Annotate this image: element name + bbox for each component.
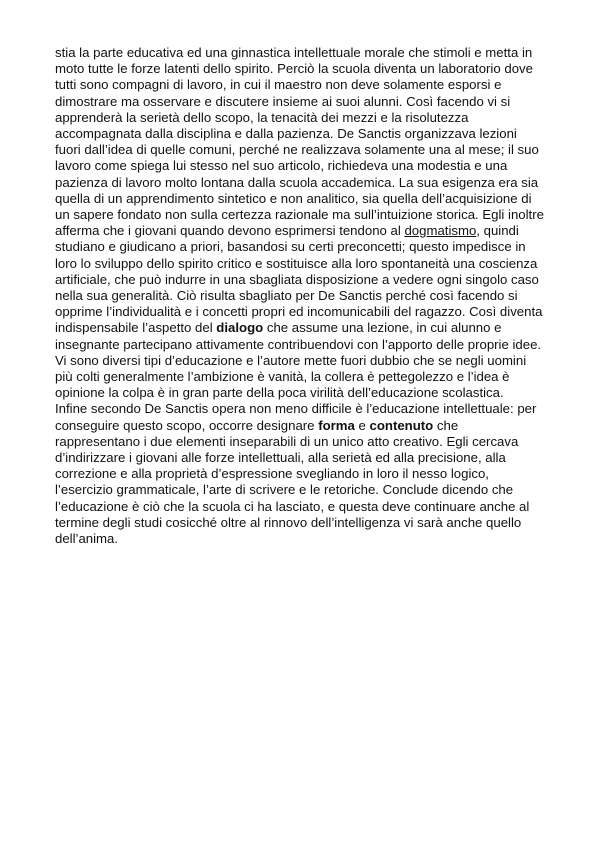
bold-term-forma: forma [318,417,355,433]
paragraph-teaching-method [55,45,545,353]
bold-term-contenuto: contenuto [369,417,434,433]
paragraph-text: stia la parte educativa ed una ginnastica intellettuale morale che stimoli e metta in moto tutte le forze latenti dello spirito. Perciò la scuola diventa un laboratorio dove tutti sono compagni di lavoro, in cui il maestro non deve solamente esporsi e dimostrare ma osservare e discutere insieme ai suoi alunni. Così facendo vi si apprenderà la serietà dello scopo, la tenacità dei mezzi e la risolutezza accompagnata dalla disciplina e dalla pazienza. De Sanctis organizzava lezioni fuori dall’idea di quelle comuni, perché ne realizzava solamente una al mese; il suo lavoro come spiega lui stesso nel suo articolo, richiedeva una modestia e una pazienza di lavoro molto lontana dalla scuola accademica. La sua esigenza era sia quella di un apprendimento sintetico e non analitico, sia quella dell’acquisizione di un sapere fondato non sulla certezza razionale ma sull’intuizione storica. Egli inoltre afferma che i giovani quando devono esprimersi tendono al [55,45,544,239]
bold-term-dialogo: dialogo [216,320,264,336]
paragraph-text: e [354,417,370,433]
paragraph-text: che assume una lezione, in cui alunno e insegnante partecipano attivamente contribuendovi con l’apporto delle proprie idee. [55,320,542,352]
paragraph-intellectual-education [55,401,545,547]
underlined-term-dogmatismo: dogmatismo [404,223,477,239]
paragraph-text: , quindi studiano e giudicano a priori, basandosi su certi preconcetti; questo impedisce in loro lo sviluppo dello spirito critico e sostituisce alla loro spontaneità una coscienza artificiale, che può indurre in una sbagliata disposizione a vedere ogni singolo caso nella sua generalità. Ciò risulta sbagliato per De Sanctis perché così facendo si opprime l’individualità e i concetti propri ed incomunicabili del ragazzo. Così diventa indispensabile l’aspetto del [55,223,543,336]
paragraph-text: Infine secondo De Sanctis opera non meno difficile è l’educazione intellettuale: per conseguire questo scopo, occorre designare [55,401,537,433]
paragraph-types-of-education [55,353,545,402]
document-page [55,45,545,547]
paragraph-text: che rappresentano i due elementi inseparabili di un unico atto creativo. Egli cercava d’indirizzare i giovani alle forze intellettuali, alla serietà ed alla precisione, alla correzione e alla proprietà d’espressione svegliando in loro il nesso logico, l’esercizio grammaticale, l’arte di scrivere e le retoriche. Conclude dicendo che l’educazione è ciò che la scuola ci ha lasciato, e questa deve continuare anche al termine degli studi cosicché oltre al rinnovo dell’intelligenza vi sarà anche quello dell’anima. [55,417,530,547]
paragraph-text: Vi sono diversi tipi d’educazione e l’autore mette fuori dubbio che se negli uomini più colti generalmente l’ambizione è vanità, la collera è pettegolezzo e l’idea è opinione la colpa è in gran parte della poca virilità dell’educazione scolastica. [55,352,527,401]
